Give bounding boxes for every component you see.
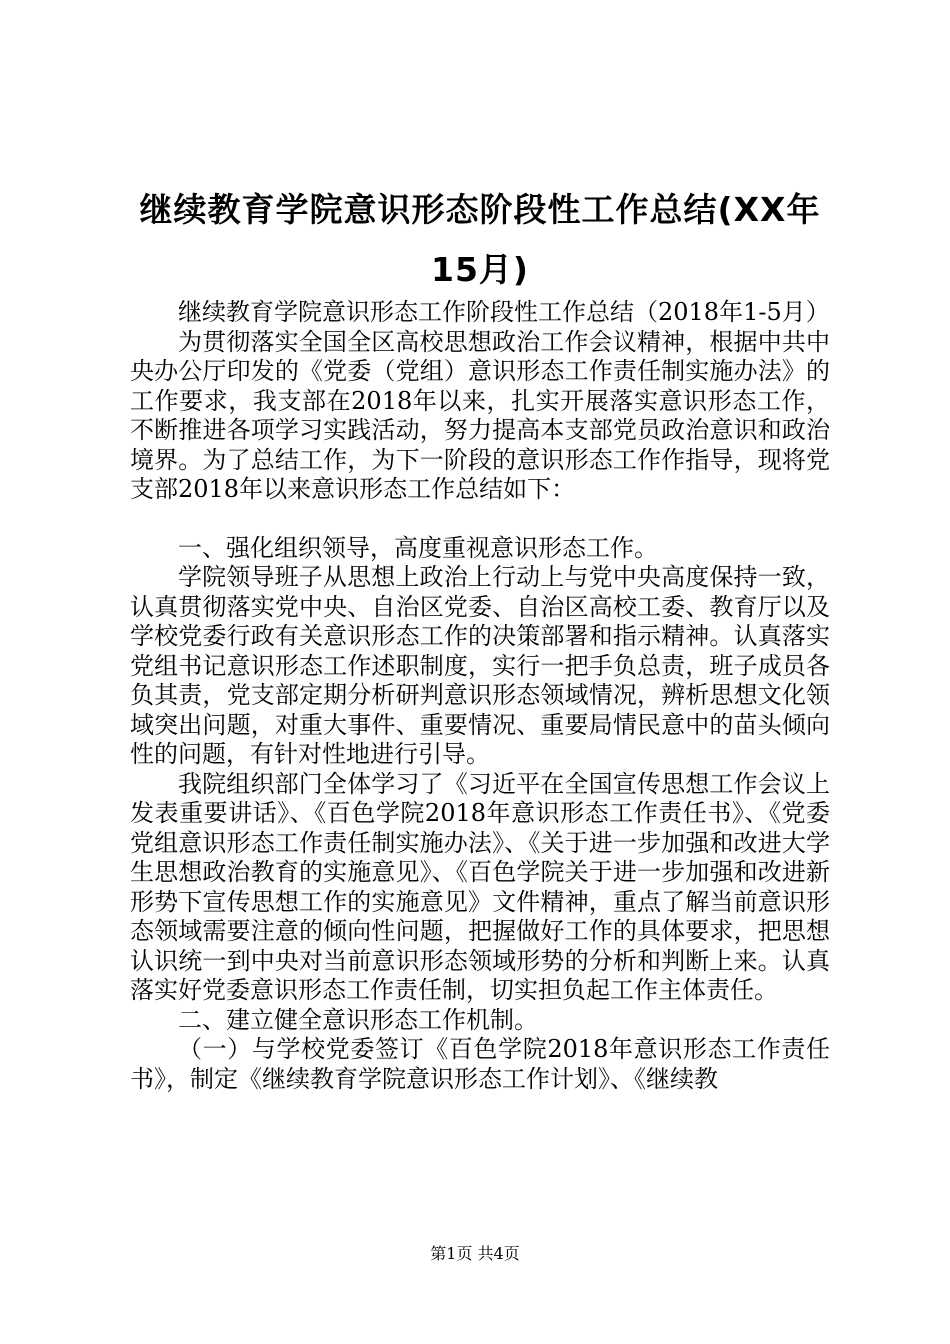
document-title: 继续教育学院意识形态阶段性工作总结(XX年15月) (139, 190, 821, 289)
page-footer: 第1页 共4页 (430, 1244, 520, 1263)
section-heading: 二、建立健全意识形态工作机制。 (178, 1005, 538, 1034)
document-body (130, 298, 830, 1094)
section-heading: 一、强化组织领导，高度重视意识形态工作。 (178, 533, 658, 562)
body-paragraph: 我院组织部门全体学习了《习近平在全国宣传思想工作会议上发表重要讲话》、《百色学院2018年意识形态工作责任书》、《党委党组意识形态工作责任制实施办法》、《关于进一步加强和改进大学生思想政治教育的实施意见》、《百色学院关于进一步加强和改进新形势下宣传思想工作的实施意见》文件精神，重点了解当前意识形态领域需要注意的倾向性问题，把握做好工作的具体要求，把思想认识统一到中央对当前意识形态领域形势的分析和判断上来。认真落实好党委意识形态工作责任制，切实担负起工作主体责任。 (130, 769, 830, 1004)
body-paragraph: 学院领导班子从思想上政治上行动上与党中央高度保持一致，认真贯彻落实党中央、自治区党委、自治区高校工委、教育厅以及学校党委行政有关意识形态工作的决策部署和指示精神。认真落实党组书记意识形态工作述职制度，实行一把手负总责，班子成员各负其责，党支部定期分析研判意识形态领域情况，辨析思想文化领域突出问题，对重大事件、重要情况、重要局情民意中的苗头倾向性的问题，有针对性地进行引导。 (130, 563, 830, 768)
body-paragraph: 继续教育学院意识形态工作阶段性工作总结（2018年1-5月） (178, 298, 830, 326)
body-paragraph: （一）与学校党委签订《百色学院2018年意识形态工作责任书》，制定《继续教育学院意识形态工作计划》、《继续教 (130, 1035, 830, 1093)
body-paragraph: 为贯彻落实全国全区高校思想政治工作会议精神，根据中共中央办公厅印发的《党委（党组）意识形态工作责任制实施办法》的工作要求，我支部在2018年以来，扎实开展落实意识形态工作，不断推进各项学习实践活动，努力提高本支部党员政治意识和政治境界。为了总结工作，为下一阶段的意识形态工作作指导，现将党支部2018年以来意识形态工作总结如下： (130, 327, 830, 503)
